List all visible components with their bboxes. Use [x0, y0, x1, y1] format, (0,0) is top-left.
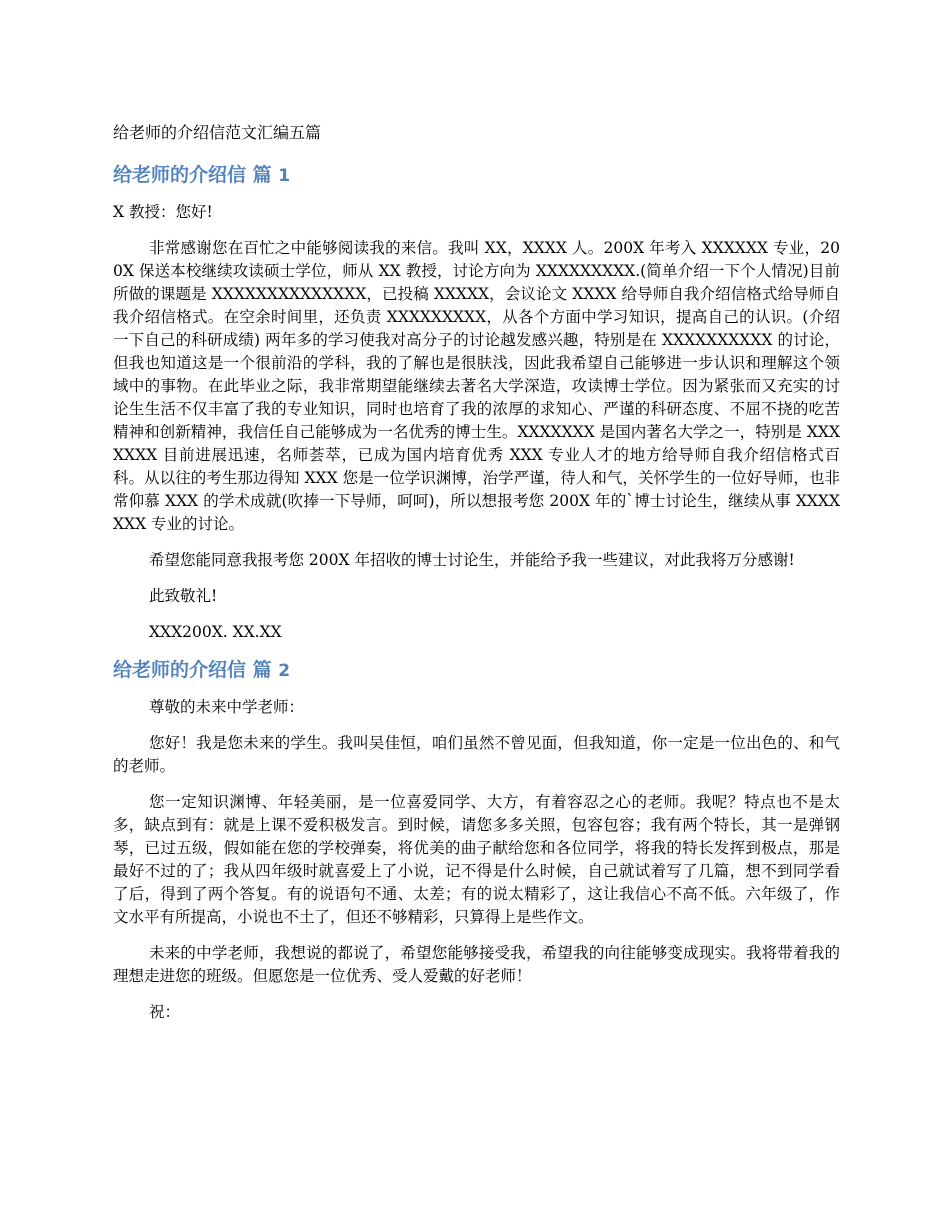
- section-1-signature: XXX200X. XX.XX: [149, 623, 282, 641]
- section-2-heading-number: 2: [278, 661, 291, 681]
- section-1-heading: [113, 162, 840, 189]
- section-1-closing: 此致敬礼!: [149, 587, 218, 605]
- section-2-paragraph-2: 您一定知识渊博、年轻美丽，是一位喜爱同学、大方，有着容忍之心的老师。我呢？特点也不是太多，缺点到有：就是上课不爱积极发言。到时候，请您多多关照，包容包容；我有两个特长，其一是弹钢琴，已过五级，假如能在您的学校弹奏，将优美的曲子献给您和各位同学，将我的特长发挥到极点，那是最好不过的了；我从四年级时就喜爱上了小说，记不得是什么时候，自己就试着写了几篇，想不到同学看了后，得到了两个答复。有的说语句不通、太差；有的说太精彩了，这让我信心不高不低。六年级了，作文水平有所提高，小说也不土了，但还不够精彩，只算得上是些作文。: [113, 793, 840, 926]
- section-2-paragraph-1: 您好！我是您未来的学生。我叫吴佳恒，咱们虽然不曾见面，但我知道，你一定是一位出色的、和气的老师。: [113, 734, 840, 775]
- section-1-request: 希望您能同意我报考您 200X 年招收的博士讨论生，并能给予我一些建议，对此我将万分感谢!: [149, 551, 795, 569]
- section-2-paragraph-3: 未来的中学老师，我想说的都说了，希望您能够接受我，希望我的向往能够变成现实。我将带着我的理想走进您的班级。但愿您是一位优秀、受人爱戴的好老师！: [113, 944, 840, 985]
- document-page: [113, 122, 840, 1037]
- document-title: 给老师的介绍信范文汇编五篇: [113, 123, 322, 142]
- section-1-greeting: X 教授：您好!: [113, 203, 213, 221]
- section-2-salutation: 尊敬的未来中学老师：: [149, 698, 305, 716]
- section-2-heading: [113, 657, 840, 684]
- section-2-closing: 祝：: [149, 1003, 181, 1021]
- section-1-heading-text: 给老师的介绍信 篇: [113, 164, 272, 186]
- section-1-heading-number: 1: [278, 166, 291, 186]
- section-2-heading-text: 给老师的介绍信 篇: [113, 659, 272, 681]
- section-1-body: 非常感谢您在百忙之中能够阅读我的来信。我叫 XX，XXXX 人。200X 年考入 XXXXXX 专业，200X 保送本校继续攻读硕士学位，师从 XX 教授，讨论方向为 XXXXXXXXX.(简单介绍一下个人情况)目前所做的课题是 XXXXXXXXXXXXXX，已投稿 XXXXX，会议论文 XXXX 给导师自我介绍信格式给导师自我介绍信格式。在空余时间里，还负责 XXXXXXXXX，从各个方面中学习知识，提高自己的认识。(介绍一下自己的科研成绩) 两年多的学习使我对高分子的讨论越发感兴趣，特别是在 XXXXXXXXXX 的讨论，但我也知道这是一个很前沿的学科，我的了解也是很肤浅，因此我希望自己能够进一步认识和理解这个领域中的事物。在此毕业之际，我非常期望能继续去著名大学深造，攻读博士学位。因为紧张而又充实的讨论生生活不仅丰富了我的专业知识，同时也培育了我的浓厚的求知心、严谨的科研态度、不屈不挠的吃苦精神和创新精神，我信任自己能够成为一名优秀的博士生。XXXXXXX 是国内著名大学之一，特别是 XXXXXXX 目前进展迅速，名师荟萃，已成为国内培育优秀 XXX 专业人才的地方给导师自我介绍信格式百科。从以往的考生那边得知 XXX 您是一位学识渊博，治学严谨，待人和气，关怀学生的一位好导师，也非常仰慕 XXX 的学术成就(吹捧一下导师，呵呵)，所以想报考您 200X 年的`博士讨论生，继续从事 XXXXXXX 专业的讨论。: [113, 239, 840, 533]
